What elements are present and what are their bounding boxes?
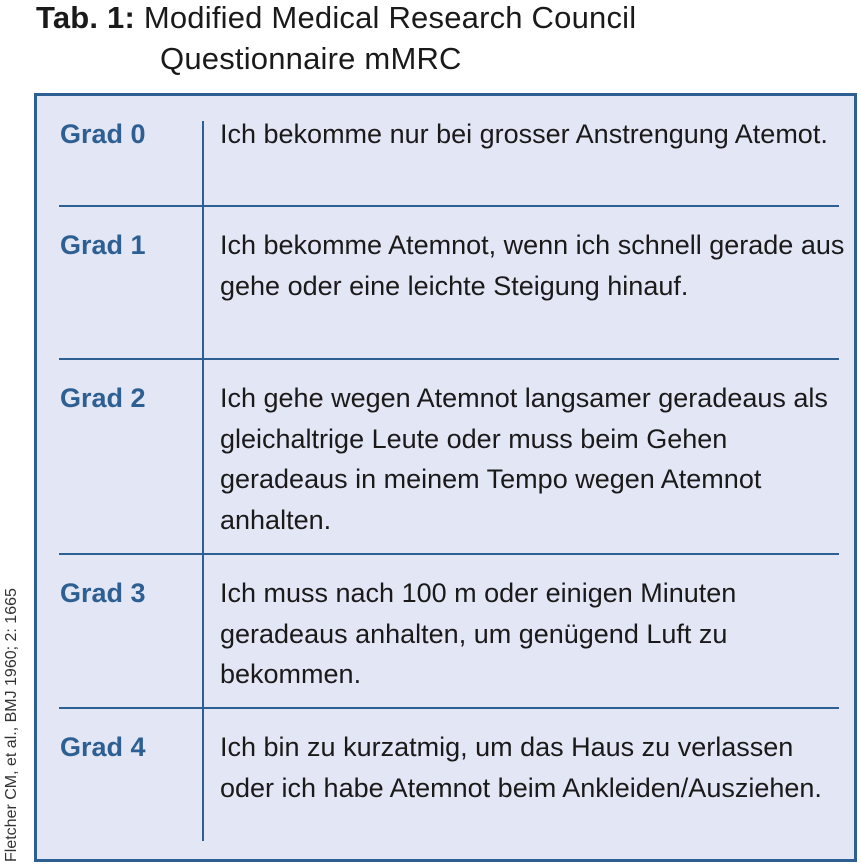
grade-label-3: Grad 3	[60, 578, 146, 608]
grade-description-2: Ich gehe wegen Atemnot langsamer geradeaus als gleichaltrige Leute oder muss beim Gehen geradeaus in meinem Tempo wegen Atemnot anhalten.	[220, 383, 828, 535]
grade-label-0: Grad 0	[60, 119, 146, 149]
grade-label-2: Grad 2	[60, 383, 146, 413]
row-divider	[59, 553, 839, 555]
grade-description-3: Ich muss nach 100 m oder einigen Minuten geradeaus anhalten, um genügend Luft zu bekommen.	[220, 578, 737, 689]
caption-title-part-2: Questionnaire mMRC	[160, 41, 462, 76]
caption-title-part-1: Modified Medical Research Council	[143, 0, 637, 35]
grade-label-4: Grad 4	[60, 732, 146, 762]
grade-description-4: Ich bin zu kurzatmig, um das Haus zu verlassen oder ich habe Atemnot beim Ankleiden/Ausziehen.	[220, 732, 822, 803]
mmrc-table	[34, 93, 857, 862]
grade-description-1: Ich bekomme Atemnot, wenn ich schnell gerade aus gehe oder eine leichte Steigung hinauf.	[220, 230, 845, 301]
caption-label: Tab. 1:	[36, 0, 136, 35]
column-divider	[202, 121, 204, 841]
source-citation: Fletcher CM, et al., BMJ 1960; 2: 1665	[3, 588, 20, 862]
caption-line-1	[36, 0, 636, 36]
row-divider	[59, 205, 839, 207]
row-divider	[59, 358, 839, 360]
row-divider	[59, 707, 839, 709]
grade-description-0: Ich bekomme nur bei grosser Anstrengung Atemot.	[220, 119, 828, 149]
grade-label-1: Grad 1	[60, 230, 146, 260]
